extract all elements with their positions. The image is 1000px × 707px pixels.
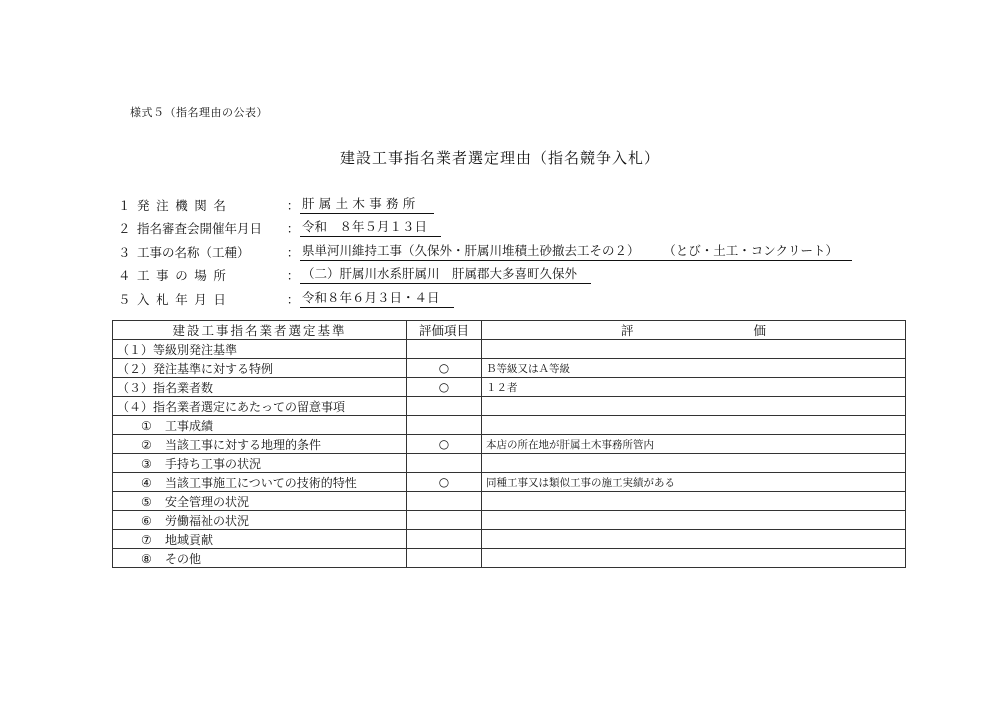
evaluation-mark [407,416,482,435]
table-row [113,492,906,511]
criteria-cell [113,549,407,568]
criteria-number: ② [141,437,152,452]
evaluation-text [482,340,906,359]
criteria-number: （２） [117,361,154,376]
criteria-label: 指名業者数 [153,380,214,395]
evaluation-mark [407,454,482,473]
info-label: 入札年月日 [137,291,233,307]
info-value-text: 令和 ８年５月１３日 [302,219,428,234]
info-colon: ： [286,291,300,307]
info-label: 工事の名称（工種） [137,244,250,260]
criteria-label: 当該工事施工についての技術的特性 [165,475,357,490]
table-row [113,511,906,530]
criteria-cell [113,473,407,492]
table-row [113,454,906,473]
criteria-label: 等級別発注基準 [153,342,238,357]
info-number: ５ [118,291,131,307]
info-value-text: 県単河川維持工事（久保外・肝属川堆積土砂撤去工その２） [302,242,640,258]
criteria-label: 指名業者選定にあたっての留意事項 [153,399,346,414]
info-value-text: （二）肝属川水系肝属川 肝属郡大多喜町久保外 [302,266,578,281]
table-row [113,359,906,378]
evaluation-mark [407,340,482,359]
evaluation-mark [407,549,482,568]
criteria-cell [113,454,407,473]
info-value-extra: （とび・土工・コンクリート） [669,242,839,258]
info-colon: ： [286,268,300,283]
info-row-work-name [118,237,852,261]
criteria-cell [113,511,407,530]
criteria-table [112,320,906,568]
info-value-text: 令和８年６月３日・４日 [302,289,440,305]
document-title: 建設工事指名業者選定理由（指名競争入札） [339,149,660,167]
evaluation-mark [407,492,482,511]
criteria-number: ③ [141,456,152,471]
info-label: 指名審査会開催年月日 [137,221,263,236]
criteria-cell [113,492,407,511]
info-section [118,190,852,308]
info-value [300,290,454,308]
evaluation-text [482,511,906,530]
evaluation-text: Ｂ等級又はＡ等級 [482,359,906,378]
criteria-cell [113,416,407,435]
info-value [300,196,434,214]
info-row-bid-date [118,284,852,308]
criteria-number: （３） [117,380,154,395]
criteria-label: 当該工事に対する地理的条件 [165,437,322,452]
criteria-label: 手持ち工事の状況 [165,456,262,471]
form-label: 様式５（指名理由の公表） [130,106,268,119]
evaluation-text [482,549,906,568]
evaluation-text: 本店の所在地が肝属土木事務所管内 [482,435,906,454]
table-row [113,530,906,549]
criteria-label: その他 [165,551,202,566]
evaluation-text [482,492,906,511]
info-value [300,219,441,237]
info-number: ３ [118,244,131,260]
evaluation-text [482,454,906,473]
table-row [113,397,906,416]
evaluation-text [482,530,906,549]
info-row-work-location [118,261,852,285]
table-row [113,473,906,492]
table-row [113,435,906,454]
evaluation-text: 同種工事又は類似工事の施工実績がある [482,473,906,492]
info-value [300,266,591,284]
criteria-number: （１） [117,342,154,357]
info-row-office [118,190,852,214]
evaluation-mark: ○ [407,359,482,378]
criteria-label: 安全管理の状況 [165,494,250,509]
criteria-number: ⑦ [141,532,152,547]
info-number: ４ [118,268,131,283]
header-evaluation-char-1: 評 [620,323,634,338]
table-row [113,416,906,435]
evaluation-mark [407,530,482,549]
info-label: 発注機関名 [137,197,233,213]
info-label: 工事の場所 [137,268,233,283]
criteria-cell [113,340,407,359]
criteria-cell [113,530,407,549]
evaluation-mark: ○ [407,435,482,454]
info-number: ２ [118,221,131,236]
header-evaluation-char-2: 価 [753,323,767,338]
evaluation-text [482,397,906,416]
info-colon: ： [286,244,300,260]
criteria-label: 地域貢献 [165,532,214,547]
criteria-label: 工事成績 [165,418,214,433]
criteria-label: 発注基準に対する特例 [153,361,274,376]
criteria-cell [113,359,407,378]
criteria-number: ⑤ [141,494,152,509]
evaluation-text [482,416,906,435]
header-selection-criteria: 建設工事指名業者選定基準 [113,321,407,340]
criteria-cell [113,378,407,397]
info-row-review-date [118,214,852,238]
criteria-label: 労働福祉の状況 [165,513,250,528]
header-evaluation-item: 評価項目 [407,321,482,340]
table-row [113,340,906,359]
evaluation-mark: ○ [407,473,482,492]
info-colon: ： [286,221,300,236]
criteria-cell [113,435,407,454]
criteria-number: ⑥ [141,513,152,528]
evaluation-mark [407,397,482,416]
table-row [113,549,906,568]
table-row [113,378,906,397]
evaluation-mark [407,511,482,530]
header-evaluation [482,321,906,340]
criteria-number: （４） [117,399,154,414]
criteria-number: ④ [141,475,152,490]
info-colon: ： [286,197,300,213]
info-value-text: 肝属土木事務所 [302,195,420,211]
info-number: １ [118,197,131,213]
table-header-row [113,321,906,340]
criteria-number: ⑧ [141,551,152,566]
evaluation-text: １２者 [482,378,906,397]
criteria-number: ① [141,418,152,433]
info-value [300,243,852,261]
criteria-cell [113,397,407,416]
evaluation-mark: ○ [407,378,482,397]
